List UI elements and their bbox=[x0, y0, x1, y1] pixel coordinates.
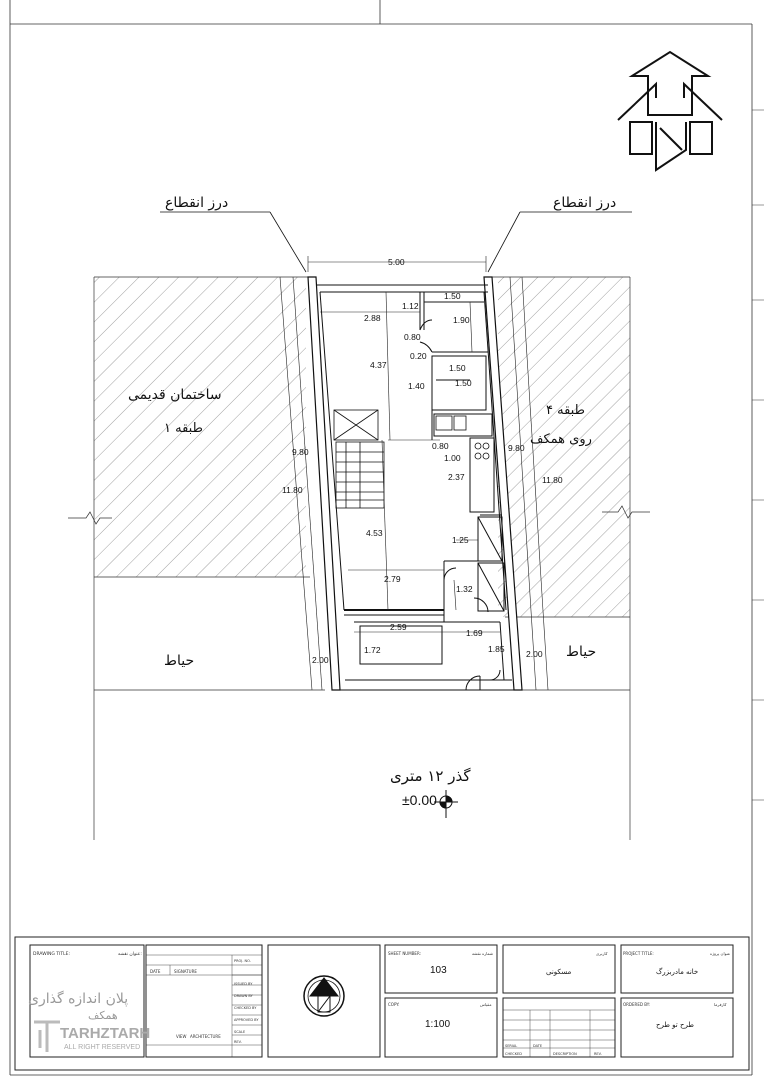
dim-453: 4.53 bbox=[366, 528, 383, 538]
scale-value: 1:100 bbox=[425, 1019, 451, 1030]
ordered-by-label-fa: کارفرما bbox=[714, 1002, 727, 1007]
watermark-rights: ALL RIGHT RESERVED bbox=[64, 1044, 141, 1051]
dim-right-total: 11.80 bbox=[542, 475, 563, 485]
joint-label-left: درز انقطاع bbox=[165, 195, 229, 211]
neighbor-ground: روی همکف bbox=[530, 432, 592, 447]
dim-100: 1.00 bbox=[444, 453, 461, 463]
dim-132: 1.32 bbox=[456, 584, 473, 594]
dim-front-right: 2.00 bbox=[526, 649, 543, 659]
dim-172: 1.72 bbox=[364, 645, 381, 655]
dim-front-left: 2.00 bbox=[312, 655, 329, 665]
sheet-number-label: SHEET NUMBER: bbox=[388, 951, 421, 956]
description-col: DESCRIPTION bbox=[553, 1052, 577, 1056]
signature-label: SIGNATURE bbox=[174, 969, 197, 974]
dim-right-depth: 9.80 bbox=[508, 443, 525, 453]
dim-150c: 1.50 bbox=[455, 378, 472, 388]
copy-label: COPY: bbox=[388, 1002, 400, 1007]
yard-label-right: حیاط bbox=[566, 644, 597, 660]
dim-080a: 0.80 bbox=[404, 332, 421, 342]
level-label: ±0.00 bbox=[402, 792, 437, 808]
proj-no-label: PROJ. NO. bbox=[234, 959, 251, 963]
dim-080b: 0.80 bbox=[432, 441, 449, 451]
north-logo bbox=[618, 52, 722, 170]
date-col: DATE bbox=[533, 1044, 543, 1048]
title-block-text bbox=[28, 951, 730, 1056]
dim-140: 1.40 bbox=[408, 381, 425, 391]
site-context bbox=[68, 277, 650, 840]
drawing-title-label: DRAWING TITLE: bbox=[33, 952, 70, 957]
yard-label-left: حیاط bbox=[164, 653, 195, 669]
checked-label: CHECKED bbox=[505, 1052, 522, 1056]
watermark-title: پلان اندازه گذاری bbox=[28, 991, 129, 1007]
old-building-floors: ۱ طبقه bbox=[164, 421, 203, 436]
scale-label-fa: مقیاس bbox=[480, 1002, 492, 1007]
dim-190: 1.90 bbox=[453, 315, 470, 325]
project-title: خانه مادربزرگ bbox=[656, 968, 699, 976]
project-title-label: PROJECT TITLE: bbox=[623, 951, 654, 956]
watermark-brand: TARHZTARH bbox=[60, 1025, 151, 1042]
watermark-logo bbox=[34, 1022, 60, 1052]
checked-by-label: CHECKED BY bbox=[234, 1006, 257, 1010]
dim-020: 0.20 bbox=[410, 351, 427, 361]
drawing-title-label-fa: عنوان نقشه: bbox=[118, 952, 142, 957]
dim-125: 1.25 bbox=[452, 535, 469, 545]
dim-169: 1.69 bbox=[466, 628, 483, 638]
watermark-subtitle: همکف bbox=[88, 1009, 118, 1022]
usage-label: کاربری bbox=[596, 951, 608, 956]
dim-185: 1.85 bbox=[488, 644, 505, 654]
dim-288: 2.88 bbox=[364, 313, 381, 323]
dim-150a: 1.50 bbox=[444, 291, 461, 301]
architecture-label: ARCHITECTURE bbox=[190, 1034, 221, 1039]
project-title-label-fa: عنوان پروژه bbox=[710, 951, 731, 956]
approved-by-label: APPROVED BY bbox=[234, 1018, 259, 1022]
dim-237: 2.37 bbox=[448, 472, 465, 482]
dim-left-total: 11.80 bbox=[282, 485, 303, 495]
dim-112: 1.12 bbox=[402, 301, 419, 311]
ordered-by: طرح تو طرح bbox=[656, 1021, 694, 1029]
drawn-by-label: DRAWN BY bbox=[234, 994, 253, 998]
dim-left-depth: 9.80 bbox=[292, 447, 309, 457]
staircase bbox=[334, 410, 384, 508]
dim-259: 2.59 bbox=[390, 622, 407, 632]
sheet-number: 103 bbox=[430, 965, 447, 976]
issued-by-label: ISSUED BY bbox=[234, 982, 253, 986]
dim-279: 2.79 bbox=[384, 574, 401, 584]
level-marker-icon bbox=[434, 790, 458, 818]
dim-437: 4.37 bbox=[370, 360, 387, 370]
joint-label-right: درز انقطاع bbox=[553, 195, 617, 211]
sheet-number-label-fa: شماره نقشه bbox=[472, 951, 494, 956]
dim-150b: 1.50 bbox=[449, 363, 466, 373]
rev-label-small: REV. bbox=[234, 1040, 242, 1044]
north-arrow-icon bbox=[304, 976, 344, 1016]
view-label: VIEW bbox=[176, 1034, 187, 1039]
serial-label: SERIAL bbox=[505, 1044, 518, 1048]
usage-value: مسکونی bbox=[546, 968, 572, 976]
date-label: DATE bbox=[150, 969, 161, 974]
street-label: گذر ۱۲ متری bbox=[390, 767, 471, 785]
ordered-by-label: ORDERED BY: bbox=[623, 1002, 650, 1007]
old-building-label: ساختمان قدیمی bbox=[128, 387, 222, 403]
rev-col: REV. bbox=[594, 1052, 602, 1056]
scale-label-small: SCALE bbox=[234, 1030, 246, 1034]
dim-total-width: 5.00 bbox=[388, 257, 405, 267]
neighbor-floors: ۴ طبقه bbox=[546, 403, 585, 418]
